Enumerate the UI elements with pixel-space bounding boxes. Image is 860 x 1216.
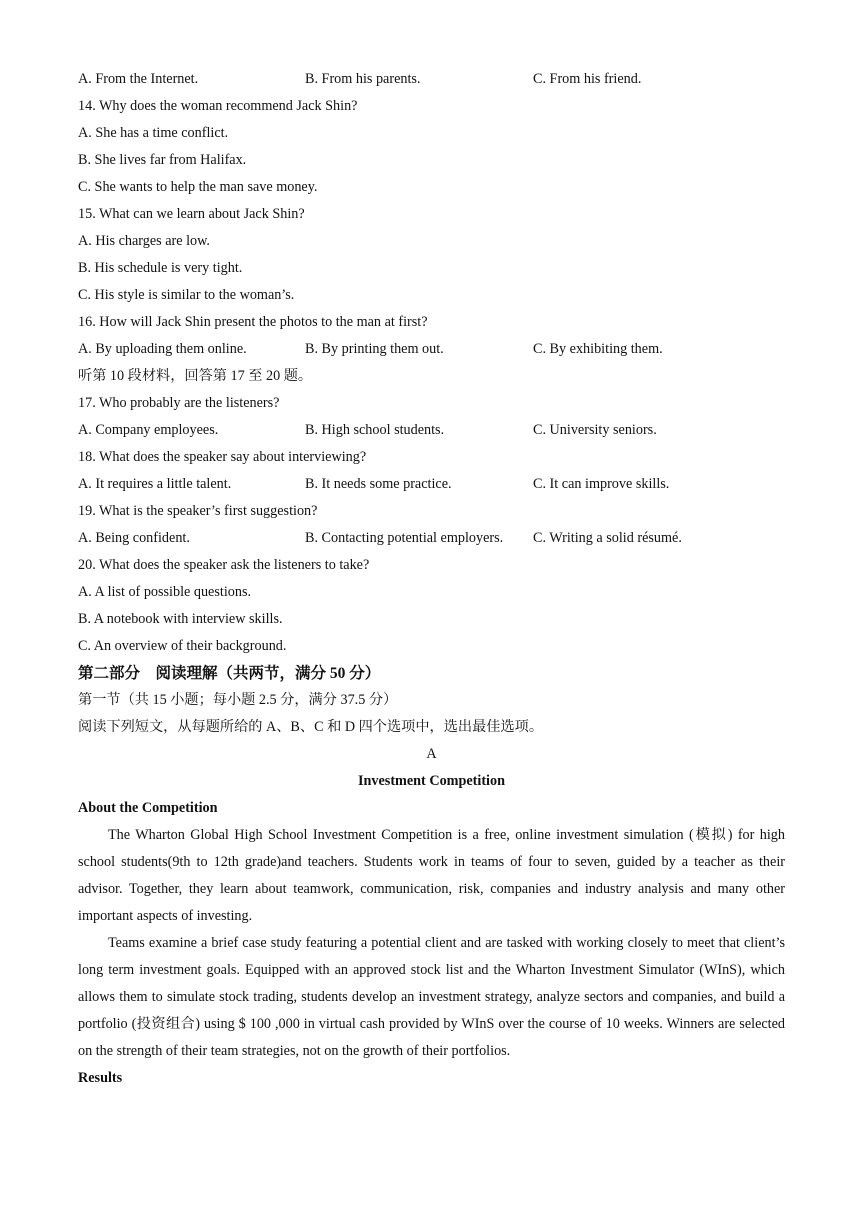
- q20-question: 20. What does the speaker ask the listeners to take?: [78, 557, 370, 573]
- q20-option-b: B. A notebook with interview skills.: [78, 611, 283, 627]
- q15-question: 15. What can we learn about Jack Shin?: [78, 206, 305, 222]
- q20-option-c: C. An overview of their background.: [78, 638, 287, 654]
- q14-question: 14. Why does the woman recommend Jack Shin?: [78, 98, 358, 114]
- q18-question: 18. What does the speaker say about interviewing?: [78, 449, 367, 465]
- q15-option-c: C. His style is similar to the woman’s.: [78, 287, 295, 303]
- q16-option-a: A. By uploading them online.: [78, 341, 247, 357]
- q19-options-row: [78, 525, 785, 552]
- passage-paragraph-1: The Wharton Global High School Investment Competition is a free, online investment simulation (模拟) for high school students(9th to 12th grade)and teachers. Students work in teams of four to seven, guided by a teacher as their advisor. Together, they learn about teamwork, communication, risk, companies and industry analysis and many other important aspects of investing.: [78, 827, 785, 924]
- section-10-instruction: 听第 10 段材料，回答第 17 至 20 题。: [78, 368, 313, 384]
- q16-options-row: [78, 336, 785, 363]
- passage-letter: A: [426, 746, 437, 762]
- q14-option-c: C. She wants to help the man save money.: [78, 179, 318, 195]
- q18-option-a: A. It requires a little talent.: [78, 476, 232, 492]
- part-two-heading: 第二部分 阅读理解（共两节，满分 50 分）: [78, 665, 381, 682]
- q14-option-a: A. She has a time conflict.: [78, 125, 229, 141]
- q19-question: 19. What is the speaker’s first suggestion?: [78, 503, 318, 519]
- passage-title: Investment Competition: [358, 773, 505, 789]
- q15-option-a: A. His charges are low.: [78, 233, 210, 249]
- q17-option-b: B. High school students.: [305, 422, 445, 438]
- document-page: [78, 66, 785, 1092]
- q18-option-c: C. It can improve skills.: [533, 476, 670, 492]
- q16-option-b: B. By printing them out.: [305, 341, 444, 357]
- q15-option-b: B. His schedule is very tight.: [78, 260, 243, 276]
- passage-paragraph-2: Teams examine a brief case study featuring a potential client and are tasked with working closely to meet that client’s long term investment goals. Equipped with an approved stock list and the Wharton Investment Simulator (WInS), which allows them to simulate stock trading, students develop an investment strategy, analyze sectors and companies, and build a portfolio (投资组合) using $ 100 ,000 in virtual cash provided by WInS over the course of 10 weeks. Winners are selected on the strength of their team strategies, not on the growth of their portfolios.: [78, 935, 785, 1059]
- q18-option-b: B. It needs some practice.: [305, 476, 452, 492]
- section-one-heading: 第一节（共 15 小题；每小题 2.5 分，满分 37.5 分）: [78, 692, 398, 708]
- q16-question: 16. How will Jack Shin present the photos to the man at first?: [78, 314, 428, 330]
- about-heading: About the Competition: [78, 800, 218, 816]
- q14-option-b: B. She lives far from Halifax.: [78, 152, 247, 168]
- q16-option-c: C. By exhibiting them.: [533, 341, 663, 357]
- q19-option-a: A. Being confident.: [78, 530, 190, 546]
- q18-options-row: [78, 471, 785, 498]
- results-heading: Results: [78, 1070, 123, 1086]
- q13-option-a: A. From the Internet.: [78, 71, 199, 87]
- q19-option-b: B. Contacting potential employers.: [305, 530, 504, 546]
- q19-option-c: C. Writing a solid résumé.: [533, 530, 682, 546]
- q20-option-a: A. A list of possible questions.: [78, 584, 252, 600]
- q13-option-c: C. From his friend.: [533, 71, 642, 87]
- q17-question: 17. Who probably are the listeners?: [78, 395, 280, 411]
- q17-option-a: A. Company employees.: [78, 422, 219, 438]
- reading-instructions: 阅读下列短文，从每题所给的 A、B、C 和 D 四个选项中，选出最佳选项。: [78, 719, 544, 735]
- q13-option-b: B. From his parents.: [305, 71, 421, 87]
- q17-options-row: [78, 417, 785, 444]
- q13-options-row: [78, 66, 785, 93]
- q17-option-c: C. University seniors.: [533, 422, 657, 438]
